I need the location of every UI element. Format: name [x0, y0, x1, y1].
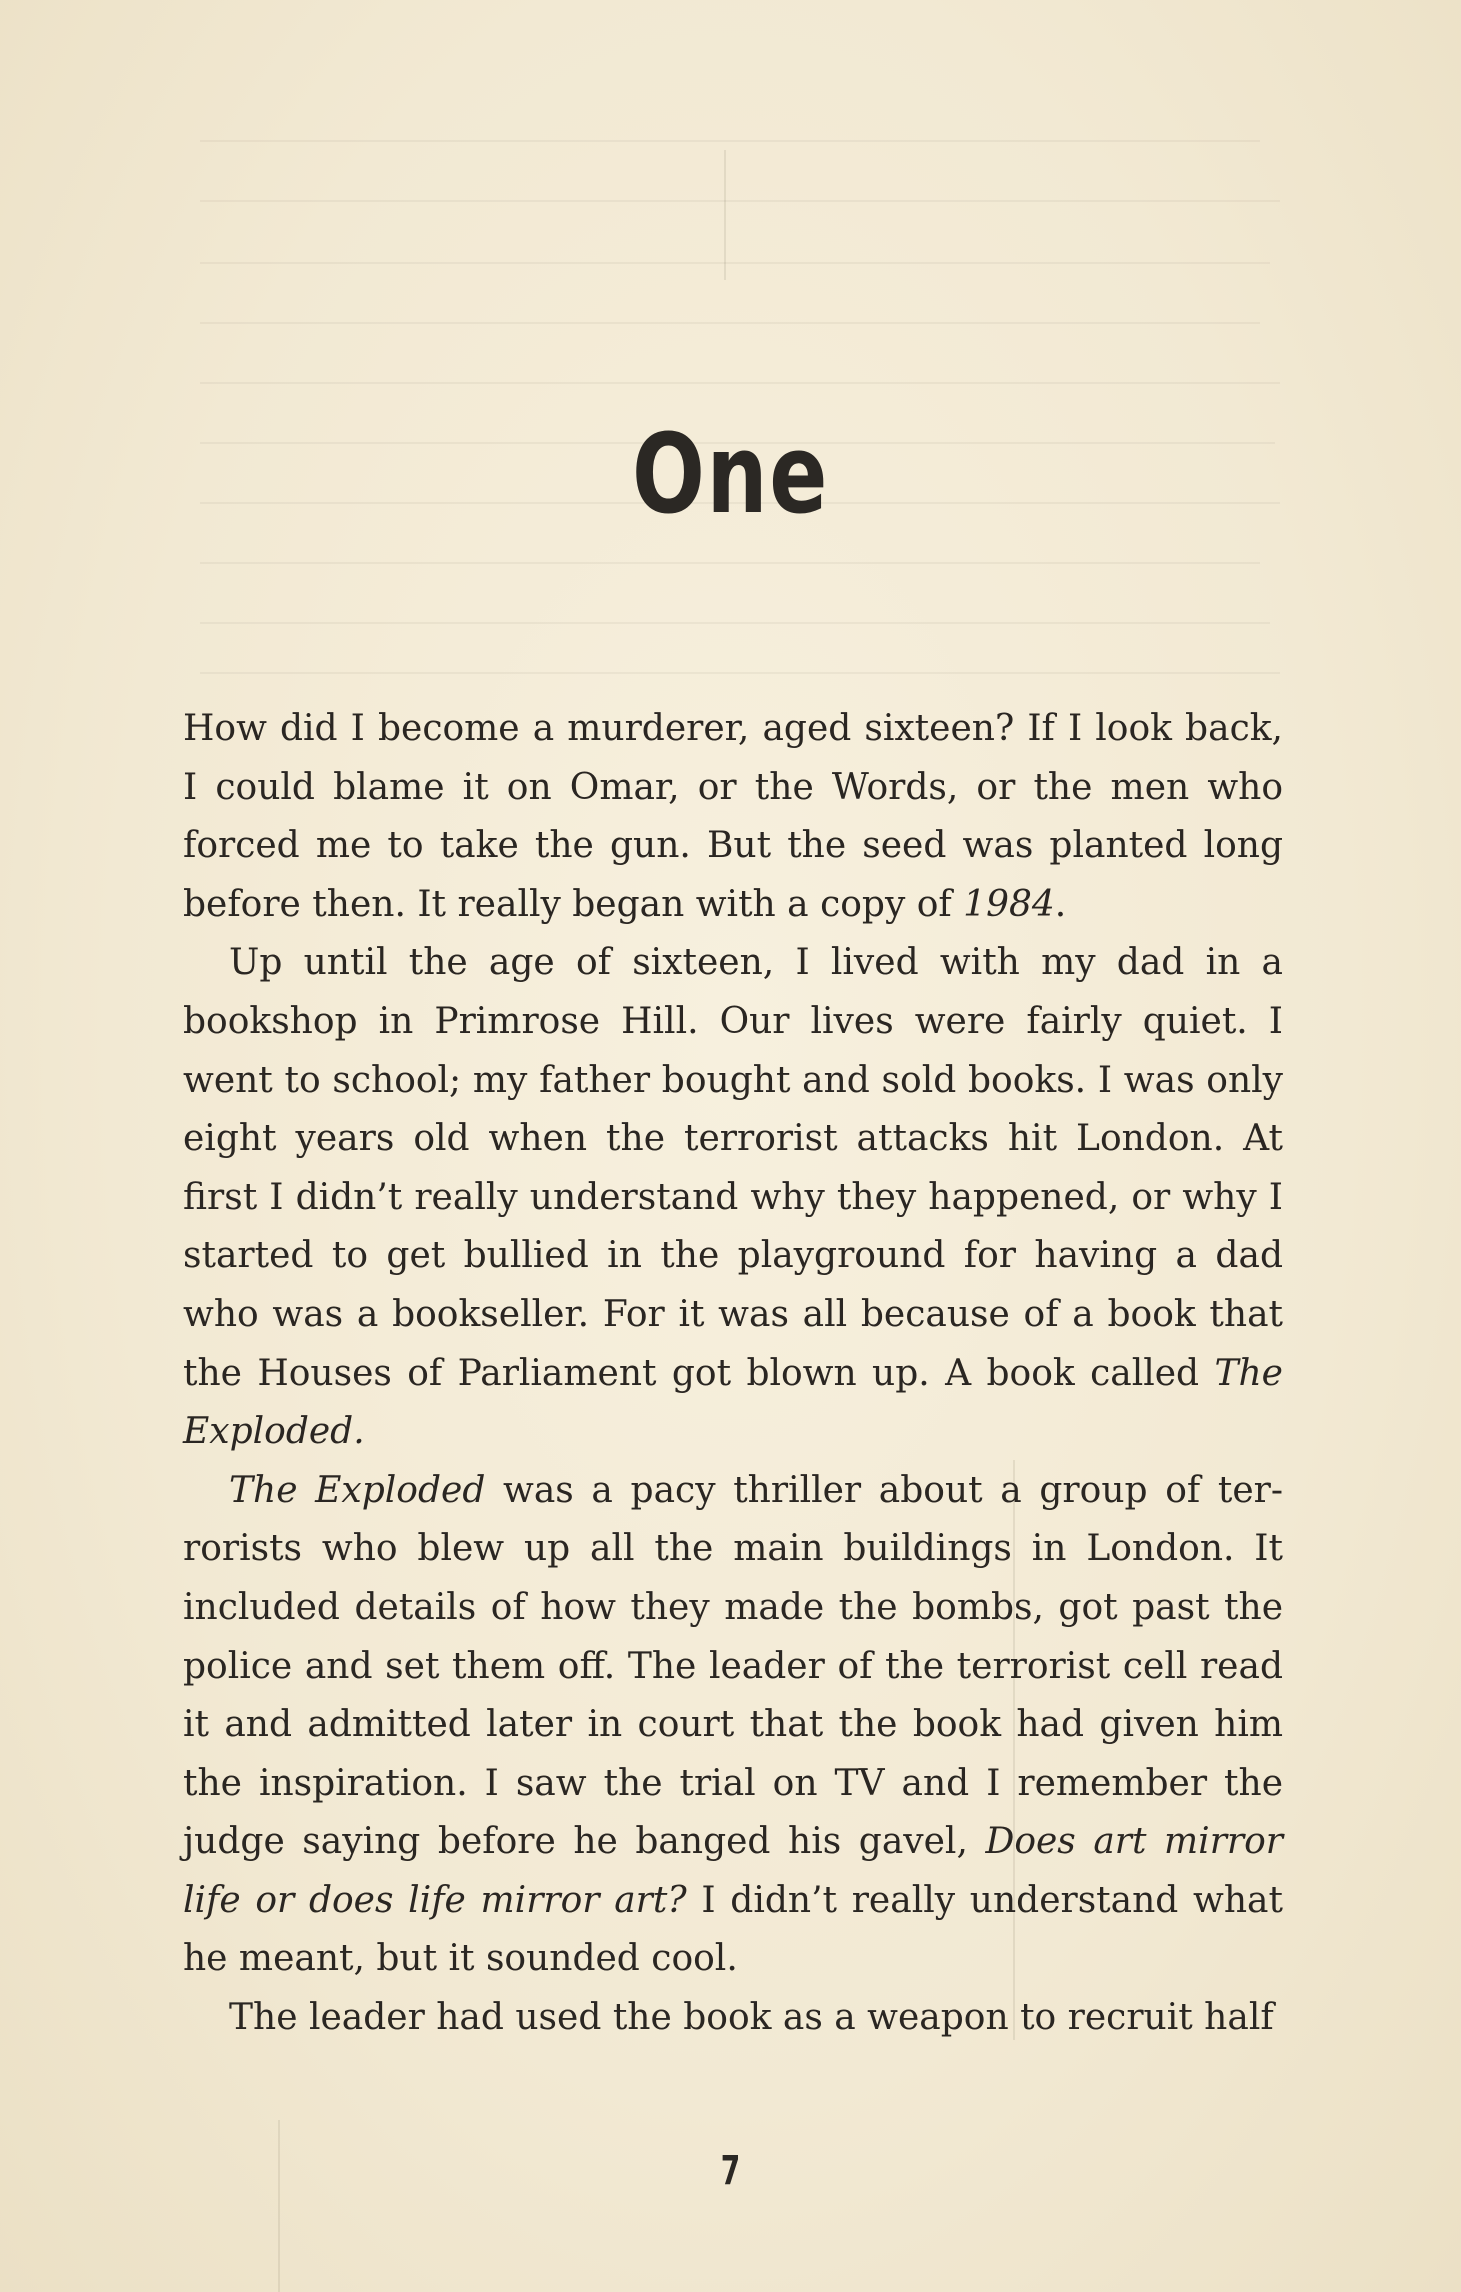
paragraph [183, 1462, 1283, 1989]
text-run: was a pacy thriller about a group of terrorists who blew up all the main buildings in London. It included details of how they made the bombs, got past the police and set them off. The leader of the terrorist cell read it and admitted later in court that the book had given him the inspiration. I saw the trial on TV and I remember the judge saying before he banged his gavel, [183, 1469, 1284, 1863]
text-run: The leader had used the book as a weapon to recruit half [229, 1997, 1274, 2039]
show-through-line [200, 200, 1280, 202]
text-run: How did I become a murderer, aged sixteen? If I look back, I could blame it on Omar, or the Words, or the men who forced me to take the gun. But the seed was planted long before then. It really began with a copy of [183, 708, 1283, 925]
paragraph [183, 934, 1283, 1461]
italic-text: 1984 [963, 883, 1055, 925]
text-run: . [1054, 883, 1067, 925]
page-crease [278, 2120, 280, 2292]
show-through-line [200, 322, 1260, 324]
page-crease [724, 150, 726, 280]
italic-text: Does art mirror life or does life mirror art? [183, 1821, 1283, 1921]
show-through-line [200, 672, 1280, 674]
show-through-line [200, 262, 1270, 264]
show-through-line [200, 382, 1280, 384]
text-run: I didn’t really understand what he meant, but it sounded cool. [183, 1879, 1283, 1980]
show-through-line [200, 622, 1270, 624]
show-through-line [200, 140, 1260, 142]
text-run: Up until the age of sixteen, I lived with my dad in a bookshop in Primrose Hill. Our lives were fairly quiet. I went to school; my father bought and sold books. I was only eight years old when the terrorist attacks hit London. At first I didn’t really understand why they happened, or why I started to get bullied in the playground for having a dad who was a bookseller. For it was all because of a book that the Houses of Parliament got blown up. A book called [183, 942, 1283, 1394]
body-text [183, 700, 1283, 2048]
italic-text: The Exploded [229, 1469, 486, 1511]
chapter-title: One [632, 409, 829, 538]
show-through-line [200, 562, 1260, 564]
paragraph [183, 1989, 1283, 2048]
paragraph [183, 700, 1283, 934]
page-number: 7 [720, 2148, 741, 2194]
italic-text: The Exploded. [183, 1352, 1283, 1453]
